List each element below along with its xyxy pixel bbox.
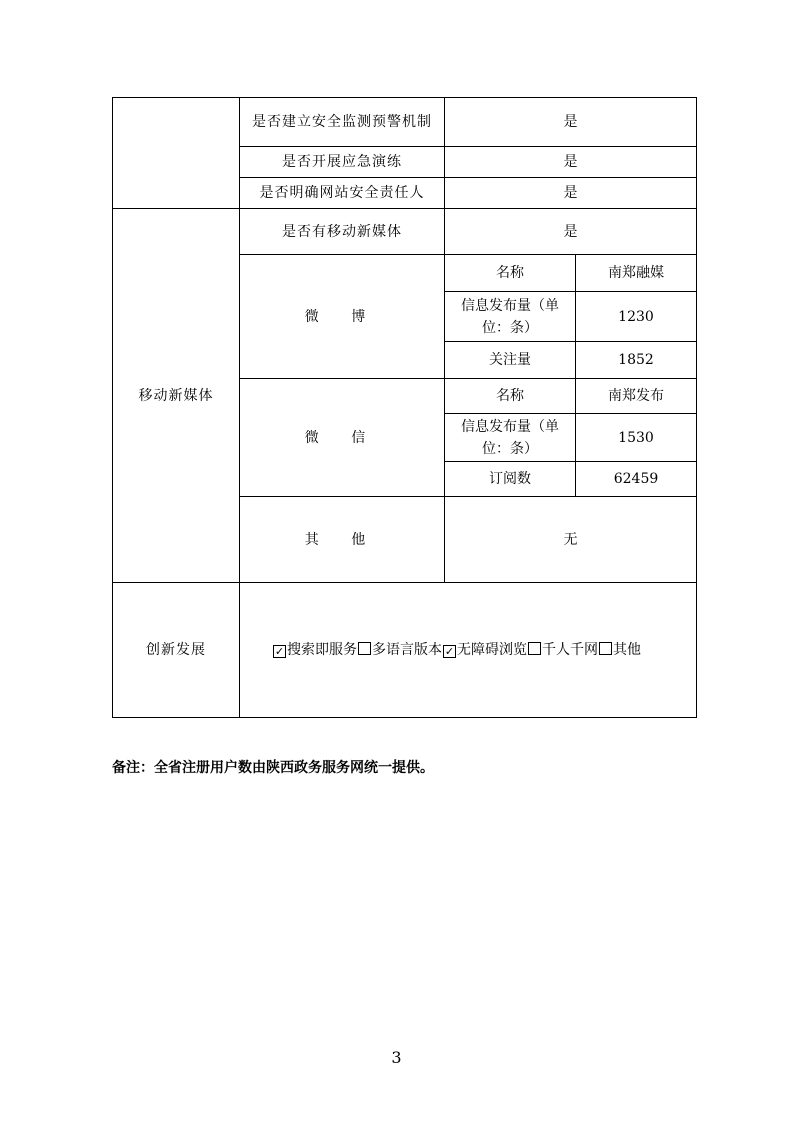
wechat-label: 微 信 [240,379,445,497]
media-section-label: 移动新媒体 [113,209,240,583]
wechat-name-label: 名称 [445,379,576,414]
drill-value: 是 [445,147,697,178]
responsible-label: 是否明确网站安全责任人 [240,178,445,209]
wechat-subscribers-label: 订阅数 [445,462,576,497]
weibo-label: 微 博 [240,255,445,379]
wechat-posts-value: 1530 [576,414,697,462]
innovation-option-label: 无障碍浏览 [457,642,527,658]
monitoring-value: 是 [445,98,697,147]
unchecked-box-icon[interactable] [528,642,541,655]
has-media-label: 是否有移动新媒体 [240,209,445,255]
weibo-name-value: 南郑融媒 [576,255,697,292]
weibo-followers-label: 关注量 [445,342,576,379]
weibo-name-label: 名称 [445,255,576,292]
unchecked-box-icon[interactable] [599,642,612,655]
has-media-value: 是 [445,209,697,255]
innovation-option-list [272,642,641,658]
wechat-name-value: 南郑发布 [576,379,697,414]
innovation-label: 创新发展 [113,583,240,718]
table-footnote: 备注：全省注册用户数由陕西政务服务网统一提供。 [112,760,434,776]
report-table [112,97,697,718]
checked-box-icon[interactable]: ✓ [444,645,455,658]
page-number: 3 [391,1048,402,1067]
responsible-value: 是 [445,178,697,209]
weibo-posts-value: 1230 [576,292,697,342]
innovation-option-label: 千人千网 [542,642,598,658]
monitoring-label: 是否建立安全监测预警机制 [240,98,445,147]
innovation-options [240,583,697,718]
security-section-cell [113,98,240,209]
wechat-posts-label: 信息发布量（单位：条） [445,414,576,462]
other-media-value: 无 [445,497,697,583]
other-media-label: 其 他 [240,497,445,583]
unchecked-box-icon[interactable] [358,642,371,655]
innovation-option-label: 搜索即服务 [287,642,357,658]
innovation-option-label: 多语言版本 [372,642,442,658]
innovation-option-label: 其他 [613,642,641,658]
checked-box-icon[interactable]: ✓ [274,645,285,658]
weibo-posts-label: 信息发布量（单位：条） [445,292,576,342]
drill-label: 是否开展应急演练 [240,147,445,178]
weibo-followers-value: 1852 [576,342,697,379]
wechat-subscribers-value: 62459 [576,462,697,497]
